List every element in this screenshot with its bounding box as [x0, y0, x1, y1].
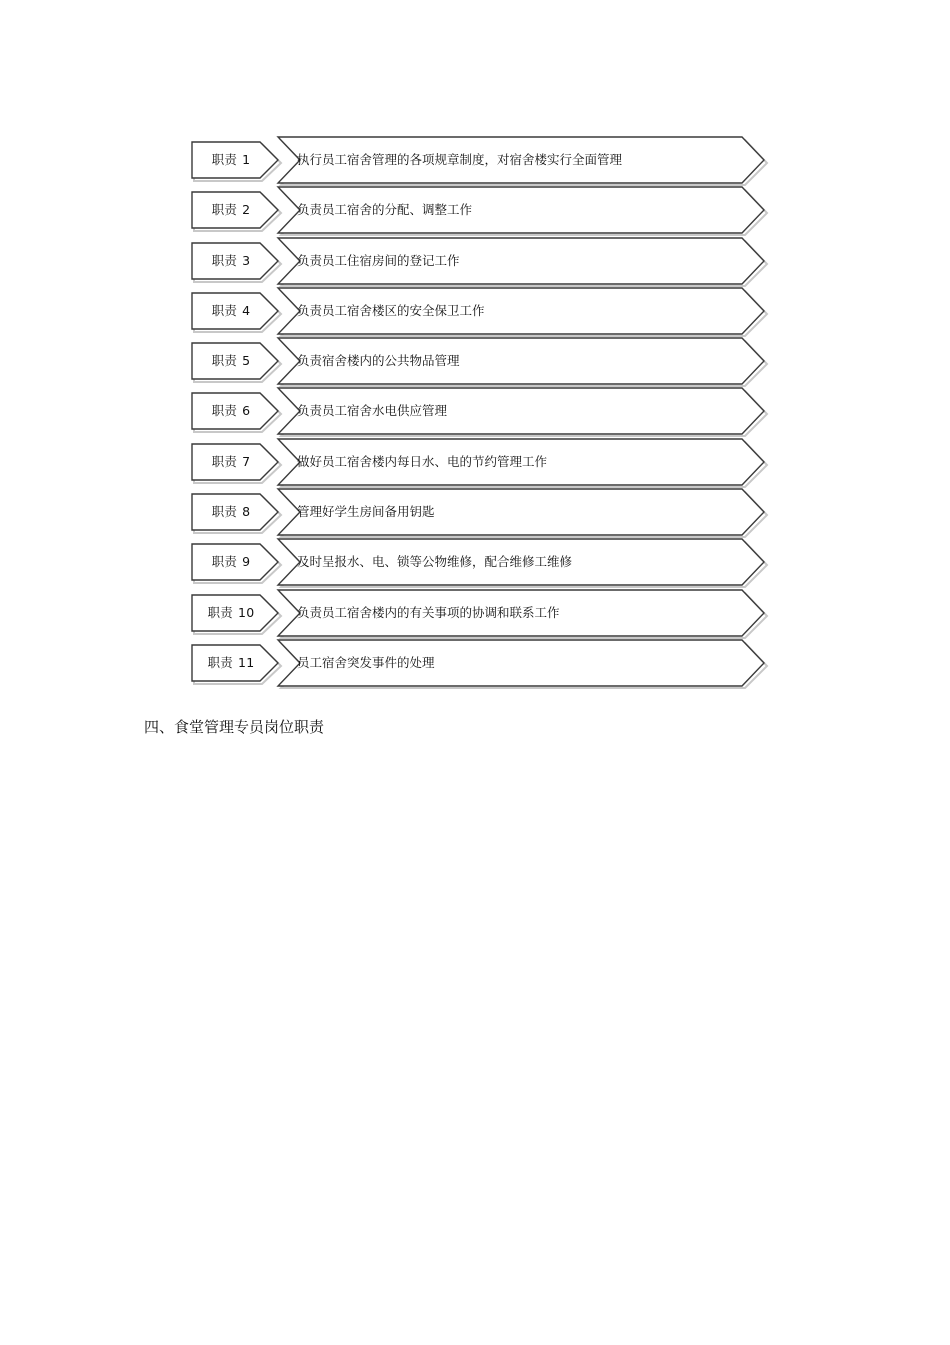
duty-number: 10	[238, 604, 255, 620]
duty-chevron-graphic	[190, 238, 770, 286]
duty-tag-text: 职责	[211, 504, 238, 520]
duty-description: 执行员工宿舍管理的各项规章制度，对宿舍楼实行全面管理	[297, 152, 623, 167]
duty-row	[190, 338, 770, 384]
duty-description: 及时呈报水、电、锁等公物维修，配合维修工维修	[297, 554, 573, 570]
duty-number: 6	[242, 403, 251, 419]
duty-row	[190, 640, 770, 686]
duty-row	[190, 187, 770, 233]
duty-number: 11	[238, 654, 255, 670]
duty-row	[190, 388, 770, 434]
duty-row	[190, 539, 770, 585]
duty-tag-text: 职责	[207, 654, 234, 670]
duty-chevron-graphic	[190, 338, 770, 386]
section-heading: 四、食堂管理专员岗位职责	[144, 718, 325, 736]
duty-chevron-graphic	[190, 489, 770, 537]
duty-chevron-graphic	[190, 388, 770, 436]
duty-number: 4	[242, 302, 251, 318]
duty-description: 管理好学生房间备用钥匙	[297, 504, 435, 520]
duty-row	[190, 137, 770, 183]
duty-number: 2	[242, 202, 251, 218]
duty-tag-text: 职责	[211, 353, 238, 369]
duty-tag-text: 职责	[211, 302, 238, 318]
duty-tag-text: 职责	[211, 554, 238, 570]
duty-number: 9	[242, 554, 251, 570]
duty-chevron-graphic	[190, 640, 770, 688]
duty-number: 7	[242, 453, 251, 469]
duty-tag-text: 职责	[211, 403, 238, 419]
duty-row	[190, 439, 770, 485]
duty-tag-label	[192, 545, 270, 579]
duty-description: 负责员工宿舍水电供应管理	[297, 403, 448, 419]
duty-tag-label	[192, 244, 270, 278]
duty-row	[190, 288, 770, 334]
duty-tag-label	[192, 344, 270, 378]
duty-number: 5	[242, 353, 251, 369]
duty-number: 3	[242, 252, 251, 268]
duty-tag-label	[192, 294, 270, 328]
duty-tag-label	[192, 596, 270, 630]
duty-tag-text: 职责	[211, 202, 238, 218]
duty-description: 做好员工宿舍楼内每日水、电的节约管理工作	[297, 453, 548, 469]
duty-description: 负责员工宿舍的分配、调整工作	[297, 202, 473, 218]
duty-number: 8	[242, 504, 251, 520]
duty-list	[190, 137, 770, 690]
duty-tag-label	[192, 143, 270, 177]
duty-chevron-graphic	[190, 187, 770, 235]
duty-row	[190, 238, 770, 284]
duty-row	[190, 489, 770, 535]
duty-tag-label	[192, 193, 270, 227]
duty-description: 员工宿舍突发事件的处理	[297, 654, 435, 670]
duty-tag-text: 职责	[211, 453, 238, 469]
duty-description: 负责宿舍楼内的公共物品管理	[297, 353, 460, 369]
duty-tag-text: 职责	[211, 152, 238, 167]
duty-tag-label	[192, 394, 270, 428]
duty-description: 负责员工宿舍楼内的有关事项的协调和联系工作	[297, 604, 560, 620]
duty-number: 1	[242, 152, 251, 167]
duty-row	[190, 590, 770, 636]
duty-description: 负责员工宿舍楼区的安全保卫工作	[297, 302, 485, 318]
duty-tag-text: 职责	[207, 604, 234, 620]
duty-tag-label	[192, 445, 270, 479]
duty-tag-label	[192, 646, 270, 680]
duty-tag-text: 职责	[211, 252, 238, 268]
duty-description: 负责员工住宿房间的登记工作	[297, 252, 460, 268]
duty-tag-label	[192, 495, 270, 529]
